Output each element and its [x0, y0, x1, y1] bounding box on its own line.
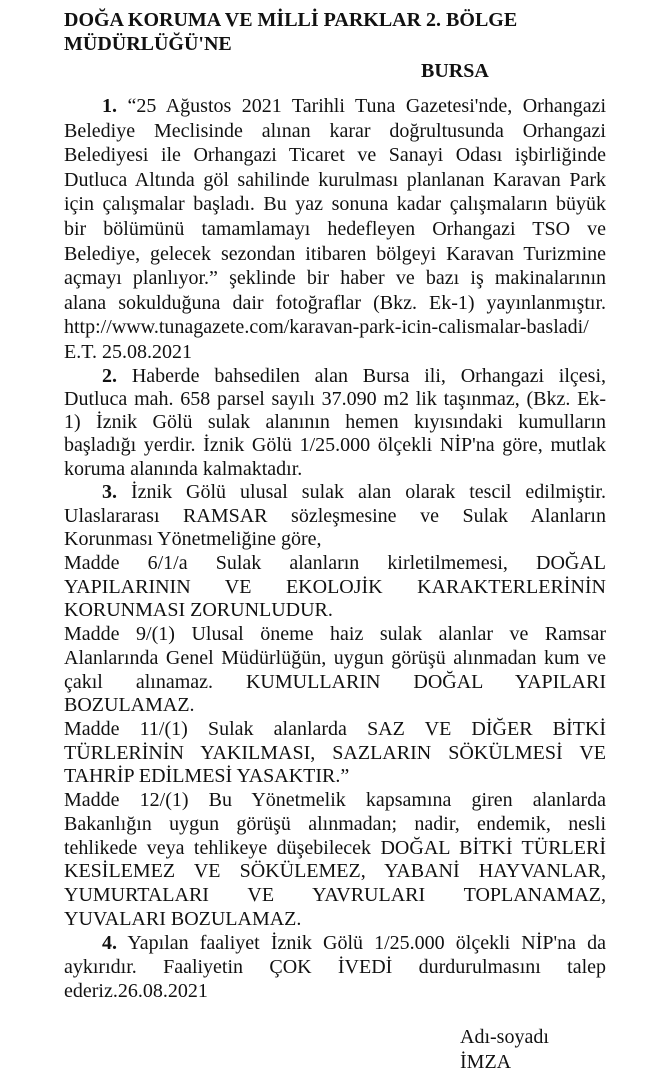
- paragraph-1: [64, 94, 606, 365]
- regulation-line: TAHRİP EDİLMESİ YASAKTIR.”: [64, 765, 350, 788]
- access-date: E.T. 25.08.2021: [64, 340, 192, 363]
- paragraph-first-line: [64, 94, 606, 119]
- regulation-line: Alanlarında Genel Müdürlüğün, uygun görüşü alınmadan kum ve: [64, 646, 606, 669]
- paragraph-number: 4.: [102, 932, 117, 955]
- paragraph-line: açmayı planlıyor.” şeklinde bir haber ve bazı iş makinalarının: [64, 267, 606, 290]
- paragraph-4: [64, 931, 606, 1003]
- paragraph-line-text: Haberde bahsedilen alan Bursa ili, Orhangazi ilçesi,: [131, 364, 607, 387]
- regulation-line: Madde 9/(1) Ulusal öneme haiz sulak alanlar ve Ramsar: [64, 623, 606, 646]
- addressee-line: MÜDÜRLÜĞÜ'NE: [64, 33, 232, 55]
- regulation-line: Madde 11/(1) Sulak alanlarda SAZ VE DİĞER BİTKİ: [64, 717, 606, 740]
- name-label: Adı-soyadı: [460, 1026, 549, 1048]
- regulation-line: KESİLEMEZ VE SÖKÜLEMEZ, YABANİ HAYVANLAR,: [64, 860, 606, 883]
- regulation-line: Madde 12/(1) Bu Yönetmelik kapsamına giren alanlarda: [64, 789, 606, 812]
- paragraph-2: [64, 365, 606, 481]
- letter-body: [64, 94, 606, 1003]
- regulation-line: çakıl alınamaz. KUMULLARIN DOĞAL YAPILARI: [64, 670, 606, 693]
- paragraph-line: için çalışmalar başladı. Bu yaz sonuna kadar çalışmaların büyük: [64, 193, 606, 216]
- paragraph-line: Ulaslararası RAMSAR sözleşmesine ve Sulak Alanların: [64, 504, 606, 527]
- paragraph-number: 3.: [102, 480, 117, 503]
- regulation-line: BOZULAMAZ.: [64, 694, 195, 717]
- paragraph-line: Belediye Meclisinde alınan karar doğrultusunda Orhangazi: [64, 119, 606, 142]
- addressee-city: BURSA: [421, 60, 489, 82]
- paragraph-line: alana sokulduğuna dair fotoğraflar (Bkz. Ek-1) yayınlanmıştır.: [64, 291, 606, 314]
- paragraph-line: bir bölümünü tamamlamayı hedefleyen Orhangazi TSO ve: [64, 217, 606, 240]
- paragraph-line-text: “25 Ağustos 2021 Tarihli Tuna Gazetesi'nde, Orhangazi: [127, 95, 607, 117]
- paragraph-number: 1.: [102, 95, 117, 117]
- source-url: http://www.tunagazete.com/karavan-park-icin-calismalar-basladi/: [64, 316, 589, 339]
- signature-label: İMZA: [460, 1051, 512, 1073]
- addressee-line: DOĞA KORUMA VE MİLLİ PARKLAR 2. BÖLGE: [64, 9, 518, 31]
- paragraph-line-text: İznik Gölü ulusal sulak alan olarak tescil edilmiştir.: [130, 480, 606, 503]
- paragraph-line: Korunması Yönetmeliğine göre,: [64, 528, 322, 551]
- paragraph-line: Dutluca mah. 658 parsel sayılı 37.090 m2 lik taşınmaz, (Bkz. Ek-: [64, 387, 606, 410]
- paragraph-line: 1) İznik Gölü sulak alanının hemen kıyısındaki kumulların: [64, 411, 606, 434]
- regulation-line: tehlikede veya tehlikeye düşebilecek DOĞAL BİTKİ TÜRLERİ: [64, 836, 606, 859]
- paragraph-first-line: [64, 481, 606, 505]
- paragraph-line: başladığı yerdir. İznik Gölü 1/25.000 ölçekli NİP'na göre, mutlak: [64, 434, 606, 457]
- paragraph-line-text: Yapılan faaliyet İznik Gölü 1/25.000 ölçekli NİP'na da: [127, 932, 606, 955]
- paragraph-line: Dutluca Altında göl sahilinde kurulması planlanan Karavan Park: [64, 168, 606, 191]
- paragraph-line: koruma alanında kalmaktadır.: [64, 457, 303, 480]
- request-date-line: ederiz.26.08.2021: [64, 980, 208, 1003]
- regulation-line: TÜRLERİNİN YAKILMASI, SAZLARIN SÖKÜLMESİ VE: [64, 741, 606, 764]
- regulation-line: YUVALARI BOZULAMAZ.: [64, 907, 302, 930]
- regulation-line: KORUNMASI ZORUNLUDUR.: [64, 599, 333, 622]
- paragraph-first-line: [64, 931, 606, 955]
- regulation-line: Bakanlığın uygun görüşü alınmadan; nadir, endemik, nesli: [64, 812, 606, 835]
- letter-header: [64, 8, 624, 83]
- paragraph-3: [64, 481, 606, 932]
- paragraph-first-line: [64, 365, 606, 388]
- paragraph-line: aykırıdır. Faaliyetin ÇOK İVEDİ durdurulmasını talep: [64, 956, 606, 979]
- regulation-line: YAPILARININ VE EKOLOJİK KARAKTERLERİNİN: [64, 575, 606, 598]
- signature-block: [460, 1025, 549, 1075]
- paragraph-line: Belediye, gelecek sezondan itibaren bölgeyi Karavan Turizmine: [64, 242, 606, 265]
- regulation-line: Madde 6/1/a Sulak alanların kirletilmemesi, DOĞAL: [64, 551, 606, 574]
- paragraph-line: Belediyesi ile Orhangazi Ticaret ve Sanayi Odası işbirliğinde: [64, 144, 606, 167]
- regulation-line: YUMURTALARI VE YAVRULARI TOPLANAMAZ,: [64, 884, 606, 906]
- paragraph-number: 2.: [102, 364, 117, 387]
